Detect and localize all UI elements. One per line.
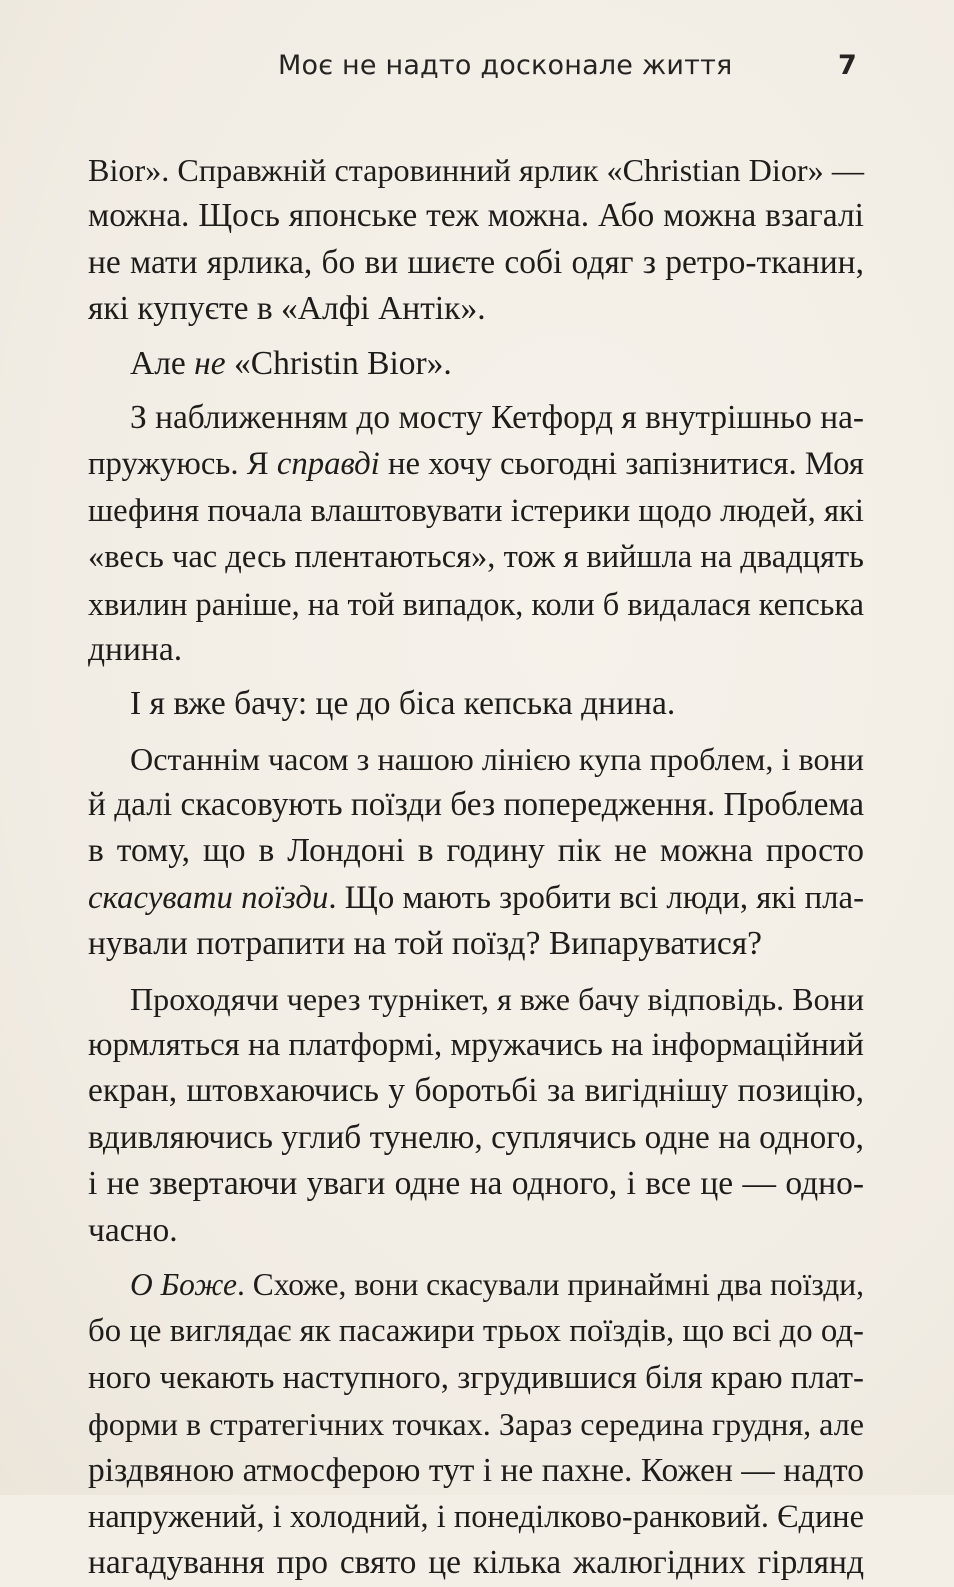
running-title: Моє не надто досконале життя (278, 50, 733, 81)
text-line: й далі скасовують поїзди без попередження. Проблема (88, 786, 864, 824)
text-line: «весь час десь плентаються», тож я вийшла на двадцять (88, 539, 864, 576)
text-line: хвилин раніше, на той випадок, коли б видалася кепська (88, 585, 864, 622)
text-line: не мати ярлика, бо ви шиєте собі одяг з ретро-тканин, (88, 243, 864, 281)
text-line: юрмляться на платформі, мружачись на інформаційний (88, 1027, 864, 1064)
text-line: пружуюсь. Я справді не хочу сьогодні запізнитися. Моя (88, 446, 864, 483)
paragraph-start: З наближенням до мосту Кетфорд я внутрішньо на- (130, 398, 864, 436)
text-line: скасувати поїзди. Що мають зробити всі люди, які пла- (88, 879, 864, 916)
body-text (88, 147, 864, 1587)
text-line: бо це виглядає як пасажири трьох поїздів, що всі до од- (88, 1313, 864, 1350)
text-line: вдивляючись углиб тунелю, суплячись одне на одного, (88, 1118, 864, 1156)
text-line: різдвяною атмосферою тут і не пахне. Кожен — надто (88, 1451, 864, 1489)
text-line: днина. (88, 630, 183, 668)
text-line: можна. Щось японське теж можна. Або можна взагалі (88, 197, 864, 235)
paragraph-start: Але не «Christin Bior». (130, 344, 452, 382)
paragraph-start: О Боже. Схоже, вони скасували принаймні два поїзди, (130, 1266, 864, 1302)
page-number: 7 (838, 50, 857, 81)
text-line: ного чекають наступного, згрудившися біля краю плат- (88, 1359, 864, 1396)
running-header (0, 50, 954, 90)
text-line: Bior». Справжній старовинний ярлик «Christian Dior» — (88, 152, 864, 188)
text-line: напружений, і холодний, і понеділково-ранковий. Єдине (88, 1498, 864, 1535)
text-line: нагадування про свято це кілька жалюгідних гірлянд (88, 1544, 864, 1582)
paragraph-start: Проходячи через турнікет, я вже бачу відповідь. Вони (130, 980, 864, 1017)
paragraph-start: Останнім часом з нашою лінією купа проблем, і вони (130, 740, 864, 777)
text-line: екран, штовхаючись у боротьбі за вигіднішу позицію, (88, 1072, 864, 1110)
text-line: форми в стратегічних точках. Зараз середина грудня, але (88, 1406, 864, 1443)
text-line: шефиня почала влаштовувати істерики щодо людей, які (88, 492, 864, 529)
text-line: часно. (88, 1211, 178, 1249)
text-line: в тому, що в Лондоні в годину пік не можна просто (88, 832, 864, 870)
text-line: і не звертаючи уваги одне на одного, і все це — одно- (88, 1165, 864, 1203)
paragraph-start: І я вже бачу: це до біса кепська днина. (130, 685, 676, 723)
text-line: які купуєте в «Алфі Антік». (88, 290, 486, 328)
text-line: нували потрапити на той поїзд? Випаруватися? (88, 925, 763, 963)
